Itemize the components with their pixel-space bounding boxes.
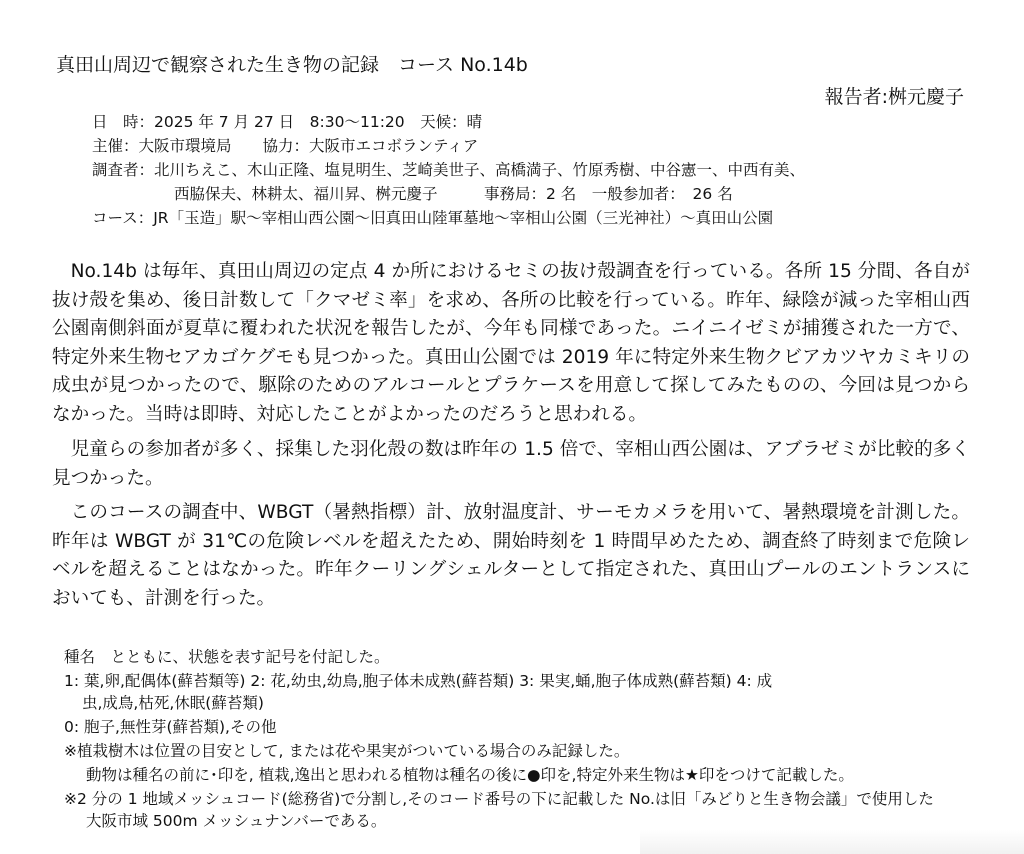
status-legend-line-1: 1: 葉,卵,配偶体(蘚苔類等) 2: 花,幼虫,幼鳥,胞子体未成熟(蘚苔類) 3: 果実,蛹,胞子体成熟(蘚苔類) 4: 成 <box>64 672 773 690</box>
mesh-code-note-line-1: ※2 分の 1 地域メッシュコード(総務省)で分割し,そのコード番号の下に記載した No.は旧「みどりと生き物会議」で使用した <box>64 790 934 808</box>
organizer-line: 主催：大阪市環境局 協力：大阪市エコボランティア <box>92 137 479 155</box>
body-paragraph-2: 児童らの参加者が多く、採集した羽化殻の数は昨年の 1.5 倍で、宰相山西公園は、アブラゼミが比較的多く見つかった。 <box>52 439 970 489</box>
investigators-line-2: 西脇保夫、林耕太、福川昇、桝元慶子 事務局：2 名 一般参加者： 26 名 <box>174 185 733 203</box>
status-legend-line-3: 0: 胞子,無性芽(蘚苔類),その他 <box>64 718 277 736</box>
notes-heading: 種名 とともに、状態を表す記号を付記した。 <box>64 648 390 666</box>
investigators-line-1: 調査者：北川ちえこ、木山正隆、塩見明生、芝崎美世子、高橋満子、竹原秀樹、中谷憲一、中西有美、 <box>92 161 806 179</box>
status-legend-line-2: 虫,成鳥,枯死,休眠(蘚苔類) <box>82 694 264 712</box>
survey-date-weather: 日 時：2025 年 7 月 27 日 8:30～11:20 天候：晴 <box>92 113 483 131</box>
marks-note: 動物は種名の前に･印を, 植栽,逸出と思われる植物は種名の後に●印を,特定外来生物は★印をつけて記載した。 <box>86 766 854 784</box>
reporter-name: 報告者:桝元慶子 <box>824 86 964 108</box>
planted-trees-note: ※植栽樹木は位置の目安として, または花や果実がついている場合のみ記録した。 <box>64 742 630 760</box>
document-title: 真田山周辺で観察された生き物の記録 コース No.14b <box>56 54 528 76</box>
mesh-code-note-line-2: 大阪市域 500m メッシュナンバーである。 <box>86 812 387 830</box>
course-route: コース：JR「玉造」駅～宰相山西公園～旧真田山陸軍墓地～宰相山公園（三光神社）～真田山公園 <box>92 209 774 227</box>
scan-edge-shadow <box>640 830 1024 854</box>
body-paragraph-1: No.14b は毎年、真田山周辺の定点 4 か所におけるセミの抜け殻調査を行っている。各所 15 分間、各自が抜け殻を集め、後日計数して「クマゼミ率」を求め、各所の比較を行っている。昨年、緑陰が減った宰相山西公園南側斜面が夏草に覆われた状況を報告したが、今年も同様であった。ニイニイゼミが捕獲された一方で、特定外来生物セアカゴケグモも見つかった。真田山公園では 2019 年に特定外来生物クビアカツヤカミキリの成虫が見つかったので、駆除のためのアルコールとプラケースを用意して探してみたものの、今回は見つからなかった。当時は即時、対応したことがよかったのだろうと思われる。 <box>52 261 970 425</box>
body-paragraph-3: このコースの調査中、WBGT（暑熱指標）計、放射温度計、サーモカメラを用いて、暑熱環境を計測した。昨年は WBGT が 31℃の危険レベルを超えたため、開始時刻を 1 時間早めたため、調査終了時刻まで危険レベルを超えることはなかった。昨年クーリングシェルターとして指定された、真田山プールのエントランスにおいても、計測を行った。 <box>52 502 970 609</box>
